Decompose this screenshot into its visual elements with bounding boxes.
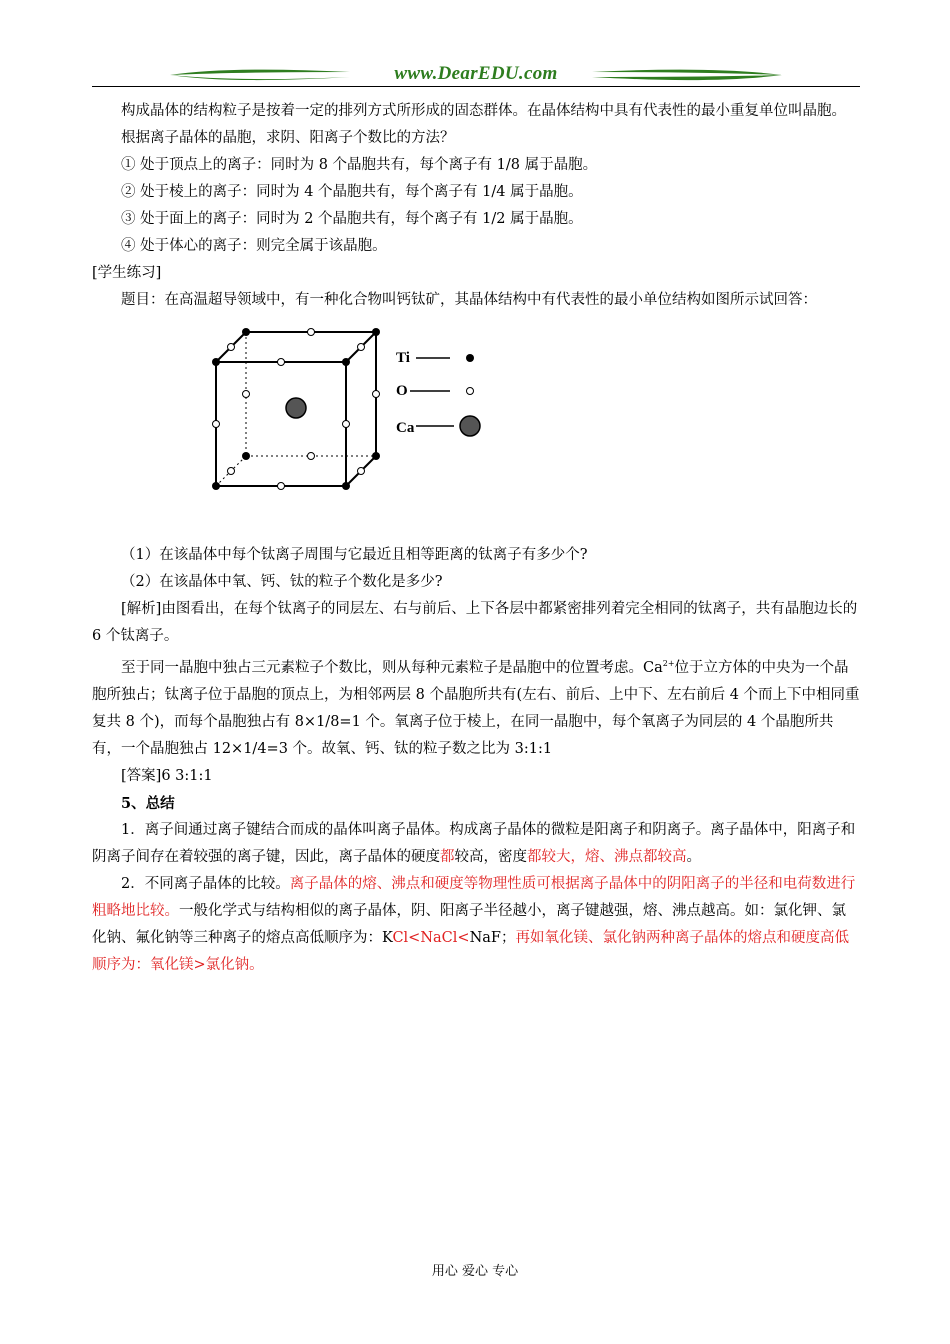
- o-atom: [373, 391, 380, 398]
- site-logo-text: www.DearEDU.com: [394, 63, 558, 84]
- ti-atom: [242, 328, 250, 336]
- o-atom: [243, 391, 250, 398]
- question-2: （2）在该晶体中氧、钙、钛的粒子个数化是多少?: [121, 574, 443, 590]
- header-rule: [92, 86, 860, 87]
- ca-atom: [286, 398, 306, 418]
- ti-atom: [342, 358, 350, 366]
- legend-o-label: O: [396, 383, 408, 399]
- legend-ti-marker: [466, 354, 474, 362]
- perovskite-unit-cell-figure: [92, 322, 860, 538]
- analysis-paragraph: 至于同一晶胞中独占三元素粒子个数比，则从每种元素粒子是晶胞中的位置考虑。$Ca^{2+}$位于立方体的中央为一个晶胞所独占；钛离子位于晶胞的顶点上，为相邻两层 8 个晶胞所共有(左右、前后、上中下、左右前后 4 个而上下中相同重复共 8 个)，而每个晶胞独占有 8×1/8=1 个。氧离子位于棱上，在同一晶胞中，每个氧离子为同层的 4 个晶胞所共有，一个晶胞独占 12×1/4=3 个。故氧、钙、钛的粒子数之比为 3:1:1: [92, 659, 860, 757]
- ti-atom: [242, 452, 250, 460]
- o-atom: [228, 468, 235, 475]
- page-footer: 用心 爱心 专心: [431, 1264, 519, 1279]
- answer-line: [答案]6 3:1:1: [121, 767, 213, 784]
- legend-o-marker: [467, 388, 474, 395]
- list-item: ④ 处于体心的离子：则完全属于该晶胞。: [121, 238, 387, 254]
- o-atom: [278, 483, 285, 490]
- list-item: ③ 处于面上的离子：同时为 2 个晶胞共有，每个离子有 1/2 属于晶胞。: [121, 211, 583, 227]
- ti-atom: [212, 358, 220, 366]
- document-body: [92, 98, 860, 979]
- paragraph: 根据离子晶体的晶胞，求阴、阳离子个数比的方法？: [121, 130, 455, 146]
- summary-point-1: 1．离子间通过离子键结合而成的晶体叫离子晶体。构成离子晶体的微粒是阳离子和阴离子。离子晶体中，阳离子和阴离子间存在着较强的离子键，因此，离子晶体的硬度都较高，密度都较大，熔、沸点都较高。: [92, 821, 856, 865]
- o-atom: [358, 344, 365, 351]
- analysis-paragraph: [解析]由图看出，在每个钛离子的同层左、右与前后、上下各层中都紧密排列着完全相同的钛离子，共有晶胞边长的 6 个钛离子。: [92, 601, 858, 644]
- question-stem: 题目：在高温超导领域中，有一种化合物叫钙钛矿，其晶体结构中有代表性的最小单位结构如图所示试回答：: [121, 292, 817, 308]
- list-item: ① 处于顶点上的离子：同时为 8 个晶胞共有，每个离子有 1/8 属于晶胞。: [121, 157, 598, 173]
- section-heading: [学生练习]: [92, 265, 162, 281]
- legend-ti-label: Ti: [396, 350, 410, 366]
- legend-ca-label: Ca: [396, 420, 415, 436]
- question-1: （1）在该晶体中每个钛离子周围与它最近且相等距离的钛离子有多少个?: [121, 547, 588, 563]
- unit-cell-diagram: [210, 322, 510, 502]
- o-atom: [228, 344, 235, 351]
- ti-atom: [372, 328, 380, 336]
- right-swoosh-decoration: [592, 66, 782, 84]
- summary-point-2: 2．不同离子晶体的比较。离子晶体的熔、沸点和硬度等物理性质可根据离子晶体中的阴阳离子的半径和电荷数进行粗略地比较。一般化学式与结构相似的离子晶体，阴、阳离子半径越小，离子键越强，熔、沸点越高。如：氯化钾、氯化钠、氟化钠等三种离子的熔点高低顺序为：KCl<NaCl<NaF；再如氧化镁、氯化钠两种离子晶体的熔点和硬度高低顺序为：氧化镁>氯化钠。: [92, 875, 856, 973]
- o-atom: [343, 421, 350, 428]
- legend-ca-marker: [460, 416, 480, 436]
- o-atom: [358, 468, 365, 475]
- section-heading-summary: 5、总结: [121, 794, 175, 812]
- o-atom: [213, 421, 220, 428]
- o-atom: [308, 453, 315, 460]
- page-header: [92, 62, 860, 90]
- ti-atom: [342, 482, 350, 490]
- ti-atom: [372, 452, 380, 460]
- o-atom: [278, 359, 285, 366]
- ti-atom: [212, 482, 220, 490]
- paragraph: 构成晶体的结构粒子是按着一定的排列方式所形成的固态群体。在晶体结构中具有代表性的最小重复单位叫晶胞。: [121, 103, 846, 119]
- o-atom: [308, 329, 315, 336]
- list-item: ② 处于棱上的离子：同时为 4 个晶胞共有，每个离子有 1/4 属于晶胞。: [121, 184, 583, 200]
